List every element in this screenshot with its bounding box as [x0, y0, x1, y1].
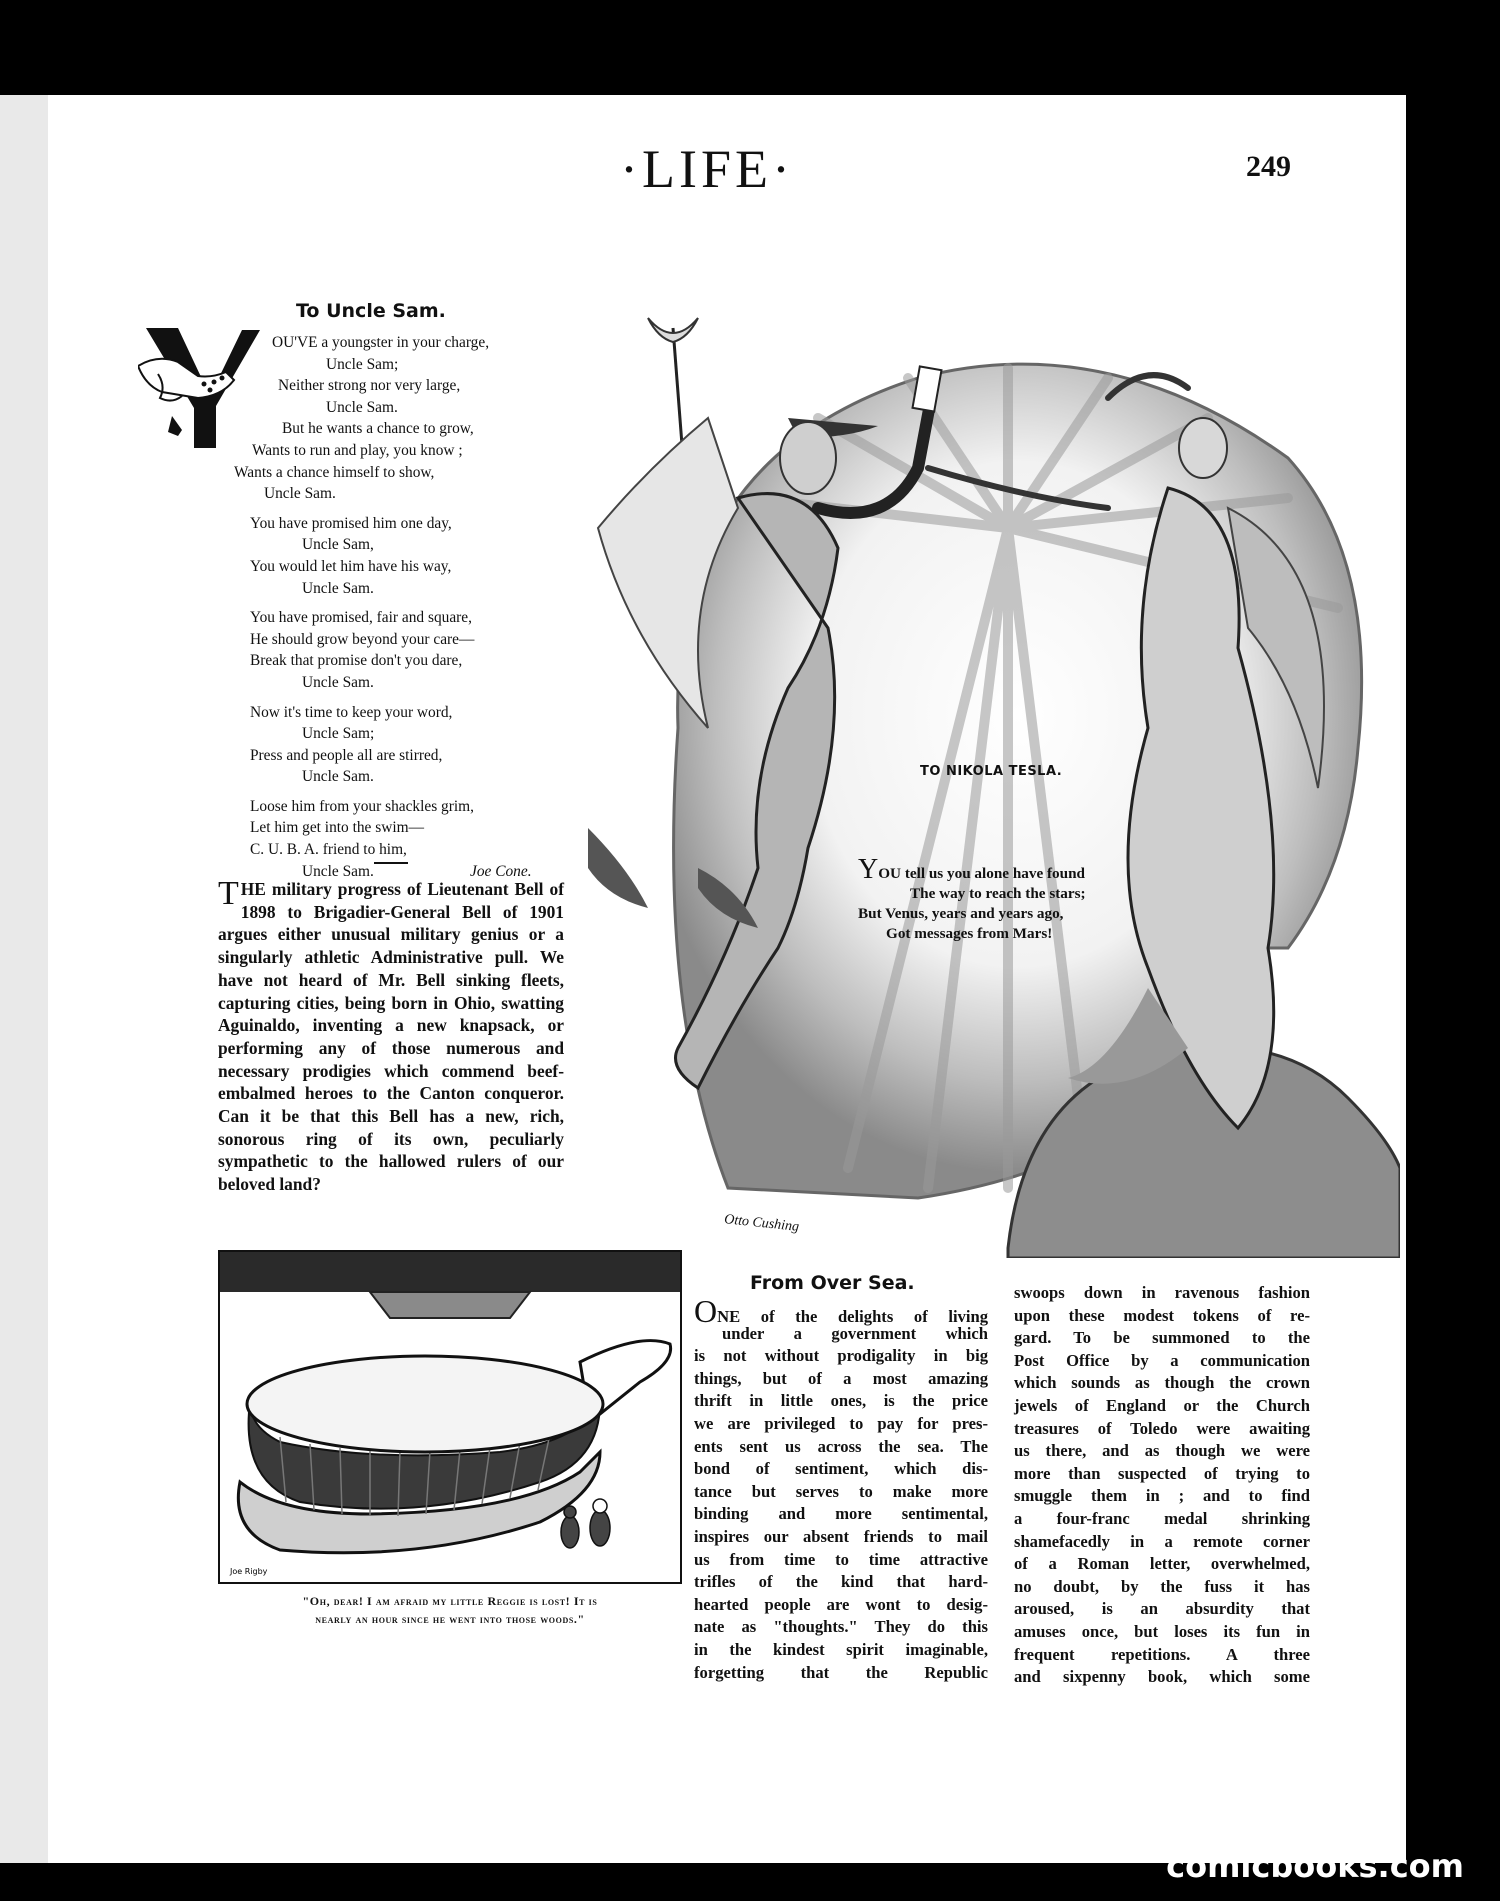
page-number: 249 — [1246, 150, 1291, 183]
caption-line: nearly an hour since he went into those woods." — [315, 1612, 585, 1626]
tesla-illustration — [588, 308, 1400, 1258]
poem-line: OU'VE a youngster in your charge, — [272, 334, 490, 351]
col2-line: shamefacedly in a remote corner — [1014, 1531, 1310, 1551]
col1-line: hearted people are wont to desig- — [694, 1594, 988, 1614]
poem-line: Uncle Sam. — [302, 673, 374, 691]
poem-line: C. U. B. A. friend to him, — [250, 841, 407, 859]
from-over-sea-title: From Over Sea. — [750, 1272, 915, 1294]
poem-line: Uncle Sam. — [302, 768, 374, 786]
poem-line: Break that promise don't you dare, — [250, 652, 463, 670]
poem-line: Neither strong nor very large, — [278, 377, 461, 395]
poem-author: Joe Cone. — [470, 862, 532, 880]
article-dropcap: T — [218, 875, 239, 912]
tesla-verse — [858, 854, 1178, 944]
poem-line: Wants to run and play, you know ; — [252, 441, 463, 459]
col2-line: treasures of Toledo were awaiting — [1014, 1418, 1310, 1438]
col1-line: trifles of the kind that hard- — [694, 1572, 988, 1592]
col2-line: jewels of England or the Church — [1014, 1395, 1310, 1415]
previous-page-edge — [0, 95, 50, 1863]
cartoon-artist-signature: Joe Rigby — [230, 1567, 268, 1576]
col1-line: under a government which — [722, 1323, 988, 1343]
caption-line: "Oh, dear! I am afraid my little Reggie is lost! It is — [302, 1594, 598, 1608]
artist-signature: Otto Cushing — [723, 1212, 800, 1235]
verse-dropcap: Y — [858, 854, 879, 885]
poem-line: You have promised him one day, — [250, 514, 452, 532]
col2-line: upon these modest tokens of re- — [1014, 1305, 1310, 1325]
col1-line: nate as "thoughts." They do this — [694, 1617, 988, 1637]
col1-line: binding and more sentimental, — [694, 1504, 988, 1524]
site-watermark: comicbooks.com — [1166, 1847, 1464, 1885]
hairbrush-cartoon — [218, 1250, 682, 1584]
col1-line: in the kindest spirit imaginable, — [694, 1639, 988, 1659]
col2-line: amuses once, but loses its fun in — [1014, 1621, 1310, 1641]
col1-line: thrift in little ones, is the price — [694, 1391, 988, 1411]
poem-line: Wants a chance himself to show, — [234, 463, 435, 481]
col2-line: aroused, is an absurdity that — [1014, 1599, 1310, 1619]
poem-line: Uncle Sam. — [302, 862, 374, 880]
poem-body — [150, 332, 570, 882]
poem-line: He should grow beyond your care— — [250, 630, 475, 648]
poem-line: But he wants a chance to grow, — [282, 420, 474, 438]
col2-line: no doubt, by the fuss it has — [1014, 1576, 1310, 1596]
col1-line: forgetting that the Republic — [694, 1662, 988, 1682]
col1-line: ents sent us across the sea. The — [694, 1436, 988, 1456]
cartoon-caption — [210, 1592, 690, 1628]
poem-line: You would let him have his way, — [250, 557, 452, 575]
poem-line: Uncle Sam. — [264, 485, 336, 503]
verse-line: But Venus, years and years ago, — [858, 905, 1064, 922]
from-over-sea-col2 — [1014, 1282, 1310, 1689]
poem-line: Uncle Sam; — [326, 355, 399, 373]
poem-line: Press and people all are stirred, — [250, 746, 443, 764]
col1-line: tance but serves to make more — [694, 1481, 988, 1501]
poem-line: Uncle Sam. — [326, 398, 398, 416]
section-divider — [374, 862, 408, 864]
col2-line: more than suspected of trying to — [1014, 1463, 1310, 1483]
dropcap-o: O — [694, 1293, 718, 1329]
col2-line: Post Office by a communication — [1014, 1350, 1310, 1370]
col1-line: we are privileged to pay for pres- — [694, 1413, 988, 1433]
col1-line: inspires our absent friends to mail — [694, 1526, 988, 1546]
col2-line: smuggle them in ; and to find — [1014, 1486, 1310, 1506]
poem-line: Uncle Sam, — [302, 536, 374, 554]
tesla-title: TO NIKOLA TESLA. — [920, 764, 1063, 779]
brush-top — [247, 1356, 603, 1452]
poem-line: Now it's time to keep your word, — [250, 703, 453, 721]
poem-line: Uncle Sam. — [302, 579, 374, 597]
poem-line: Let him get into the swim— — [250, 819, 424, 837]
col1-line: things, but of a most amazing — [694, 1368, 988, 1388]
col2-line: of a Roman letter, overwhelmed, — [1014, 1554, 1310, 1574]
poem-line: Loose him from your shackles grim, — [250, 797, 474, 815]
col2-line: a four-franc medal shrinking — [1014, 1508, 1310, 1528]
col1-line: ONE of the delights of living — [694, 1293, 988, 1329]
col2-line: which sounds as though the crown — [1014, 1373, 1310, 1393]
col2-line: gard. To be summoned to the — [1014, 1328, 1310, 1348]
col2-line: frequent repetitions. A three — [1014, 1644, 1310, 1664]
from-over-sea-col1 — [694, 1293, 988, 1684]
verse-line: Got messages from Mars! — [886, 925, 1053, 942]
poem-line: You have promised, fair and square, — [250, 609, 472, 627]
col2-line: swoops down in ravenous fashion — [1014, 1283, 1310, 1302]
col1-line: is not without prodigality in big — [694, 1346, 988, 1366]
masthead: ·LIFE· — [620, 139, 794, 199]
article-text: HE military progress of Lieutenant Bell of 1898 to Brigadier-General Bell of 1901 argues either unusual military genius or a singularly athletic Administrative pull. We have not heard of Mr. Bell sinking fleets, capturing cities, being born in Ohio, swatting Aguinaldo, inventing a new knapsack, or performing any of those numerous and necessary prodigies which commend beef-embalmed heroes to the Canton conqueror. Can it be that this Bell has a new, rich, sonorous ring of its own, peculiarly sympathetic to the hallowed rulers of our beloved land? — [218, 879, 564, 1195]
col1-line: bond of sentiment, which dis- — [694, 1459, 988, 1479]
col2-line: us there, and as though we were — [1014, 1441, 1310, 1461]
bugs — [561, 1499, 610, 1548]
col2-line: and sixpenny book, which some — [1014, 1667, 1310, 1687]
verse-line: The way to reach the stars; — [910, 885, 1086, 902]
bell-editorial — [218, 875, 564, 1196]
verse-line: YOU tell us you alone have found — [858, 854, 1085, 885]
col1-line: us from time to time attractive — [694, 1549, 988, 1569]
poem-title: To Uncle Sam. — [296, 300, 446, 322]
poem-line: Uncle Sam; — [302, 725, 375, 743]
